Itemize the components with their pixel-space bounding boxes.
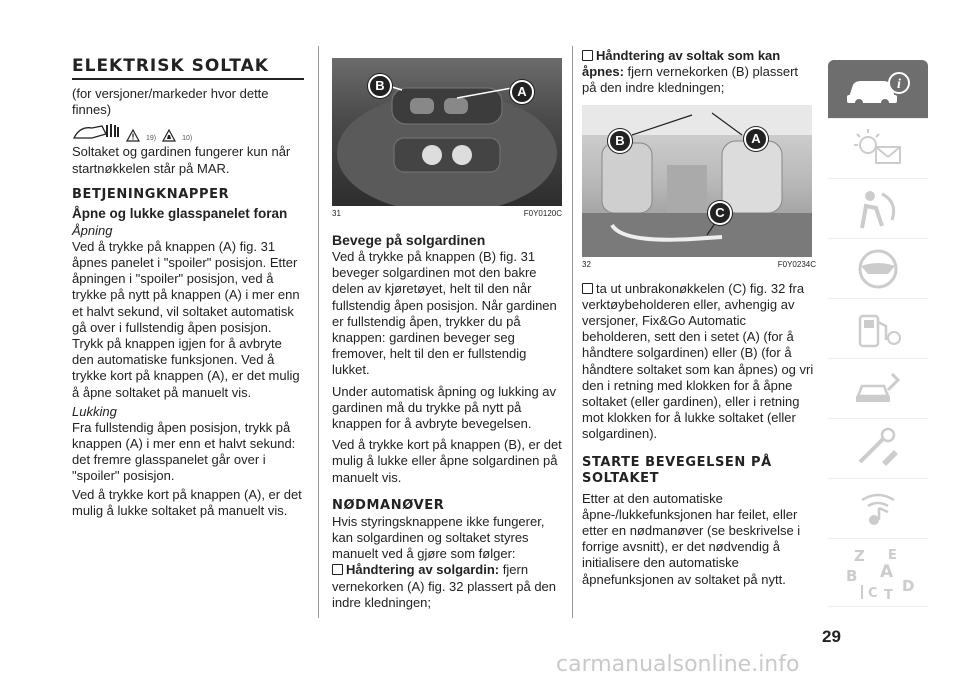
airbag-icon (848, 186, 908, 232)
body-text: Hvis styringsknappene ikke fungerer, kan solgardinen og soltaket styres manuelt ved å gjøre som følger: (332, 513, 545, 562)
section-heading: NØDMANØVER (332, 497, 445, 513)
body-text: Soltaket og gardinen fungerer kun når startnøkkelen står på MAR. (72, 144, 291, 176)
section-heading: STARTE BEVEGELSEN PÅ SOLTAKET (582, 454, 772, 486)
warning-icons (72, 120, 304, 142)
sidebar-tab-warning-lights[interactable] (828, 120, 928, 179)
index-letter: D (902, 577, 915, 595)
figure-32 (582, 105, 812, 257)
figure-code: F0Y0120C (523, 209, 562, 218)
index-letter: Z (854, 547, 865, 565)
index-letter: B (846, 567, 858, 585)
figure-caption (332, 209, 562, 218)
sunroof-hand-icon (72, 122, 120, 142)
index-icon (840, 545, 916, 601)
column-3 (582, 0, 816, 588)
body-text (332, 562, 562, 611)
callout-b: B (608, 129, 632, 153)
index-letter: A (880, 562, 894, 582)
sidebar-tab-multimedia[interactable] (828, 480, 928, 539)
column-2 (332, 0, 562, 611)
sidebar-tab-fuel[interactable] (828, 300, 928, 359)
warning-triangle-icon (126, 129, 140, 142)
rear-seat-illustration (582, 105, 812, 257)
body-text (582, 281, 816, 443)
sidebar-tab-index[interactable] (828, 540, 928, 607)
callout-c: C (708, 201, 732, 225)
index-letter: T (884, 588, 893, 601)
warning-ref-2: 10) (182, 135, 193, 143)
inline-text: fjern vernekorken (A) fig. 32 plassert på den indre kledningen; (332, 562, 557, 610)
body-text: Fra fullstendig åpen posisjon, trykk på knappen (A) i mer enn et halvt sekund: det fremre glasspanelet går over i "spoiler" posisjon. (72, 419, 296, 484)
figure-31 (332, 58, 562, 206)
body-text: Ved å trykke på knappen (B) fig. 31 beveger solgardinen mot den bakre delen av kjøretøyet, helt til den når fullstendig åpen posisjon. Når gardinen er fullstendig åpen, trykker du på knappen: gardinen beveger seg fremover, helt til den er fullstendig lukket. (332, 249, 557, 378)
body-text (582, 48, 816, 97)
body-text: Ved å trykke på knappen (A) fig. 31 åpnes panelet i "spoiler" posisjon. Etter åpningen i "spoiler" posisjon, ved å trykke på nytt på knappen (A) i mer enn et halvt sekund, vil soltaket automatisk gå over i fullstendig åpen posisjon. Trykk på knappen igjen for å avbryte den automatiske funksjonen. Ved å trykke kort på knappen (A), er det mulig å åpne soltaket på manuelt vis. (72, 238, 300, 400)
car-info-icon (843, 69, 913, 109)
subheading-italic: Lukking (72, 403, 117, 419)
callout-b: B (368, 74, 392, 98)
figure-code: F0Y0234C (777, 259, 816, 269)
body-text: Etter at den automatiske åpne-/lukkefunksjonen har feilet, eller etter en nødmanøver (se beskrivelse i forrige avsnitt), er det nødvendig å initialisere den automatiske åpnefunksjonen av soltaket på nytt. (582, 490, 801, 587)
body-text: Ved å trykke kort på knappen (B), er det mulig å lukke eller åpne solgardinen på manuelt vis. (332, 437, 562, 485)
callout-a: A (510, 80, 534, 104)
steering-wheel-icon (848, 246, 908, 292)
book-icon (332, 564, 343, 575)
svg-text:i: i (897, 77, 901, 92)
figure-caption (582, 260, 816, 269)
section-heading: BETJENINGKNAPPER (72, 186, 230, 202)
multimedia-icon (848, 486, 908, 532)
column-divider (318, 46, 319, 618)
sidebar-tab-maintenance[interactable] (828, 420, 928, 479)
footer-watermark: carmanualsonline.info (556, 652, 800, 677)
index-letter: C (868, 586, 878, 601)
subsection-heading: Bevege på solgardinen (332, 232, 486, 248)
tools-icon (848, 426, 908, 472)
column-divider (572, 46, 573, 618)
subsection-heading: Åpne og lukke glasspanelet foran (72, 205, 288, 221)
sidebar-tab-emergency[interactable] (828, 360, 928, 419)
fuel-pump-icon (848, 306, 908, 352)
wrench-car-icon (848, 366, 908, 412)
section-title: ELEKTRISK SOLTAK (72, 56, 269, 76)
inline-heading: Håndtering av soltak som kan åpnes: (582, 48, 781, 80)
attention-hand-icon (162, 129, 176, 142)
inline-text: fjern vernekorken (B) plassert på den indre kledningen; (582, 64, 799, 96)
warning-lights-icon (848, 127, 908, 171)
callout-a: A (744, 127, 768, 151)
inline-text: ta ut unbrakonøkkelen (C) fig. 32 fra verktøybeholderen eller, avhengig av versjoner, Fix&Go Automatic beholderen, sett den i setet (A) (for å håndtere solgardinen) eller (B) (for å håndtere soltaket som kan åpnes) og vri den i retning med klokken for å åpne soltaket (eller gardinen), eller i retning mot klokken for å lukke soltaket (eller solgardinen). (582, 280, 814, 442)
subheading-italic: Åpning (72, 222, 113, 238)
figure-number: 31 (332, 209, 341, 218)
figure-number: 32 (582, 259, 591, 269)
body-text: Ved å trykke kort på knappen (A), er det mulig å lukke soltaket på manuelt vis. (72, 486, 302, 518)
overhead-console-illustration (332, 58, 562, 206)
book-icon (582, 50, 593, 61)
section-header (72, 56, 304, 80)
sidebar-tab-driving[interactable] (828, 240, 928, 299)
sidebar-tab-car-info[interactable] (828, 60, 928, 119)
warning-ref-1: 19) (146, 135, 157, 143)
index-letter: E (888, 548, 897, 563)
book-icon (582, 283, 593, 294)
inline-heading: Håndtering av solgardin: (346, 562, 500, 578)
sidebar-tab-safety[interactable] (828, 180, 928, 239)
column-1 (72, 0, 304, 519)
title-rule (72, 78, 304, 80)
page-number: 29 (822, 627, 841, 646)
intro-text: (for versjoner/markeder hvor dette finnes) (72, 86, 269, 118)
body-text: Under automatisk åpning og lukking av gardinen må du trykke på nytt på knappen for å avbryte bevegelsen. (332, 383, 557, 432)
